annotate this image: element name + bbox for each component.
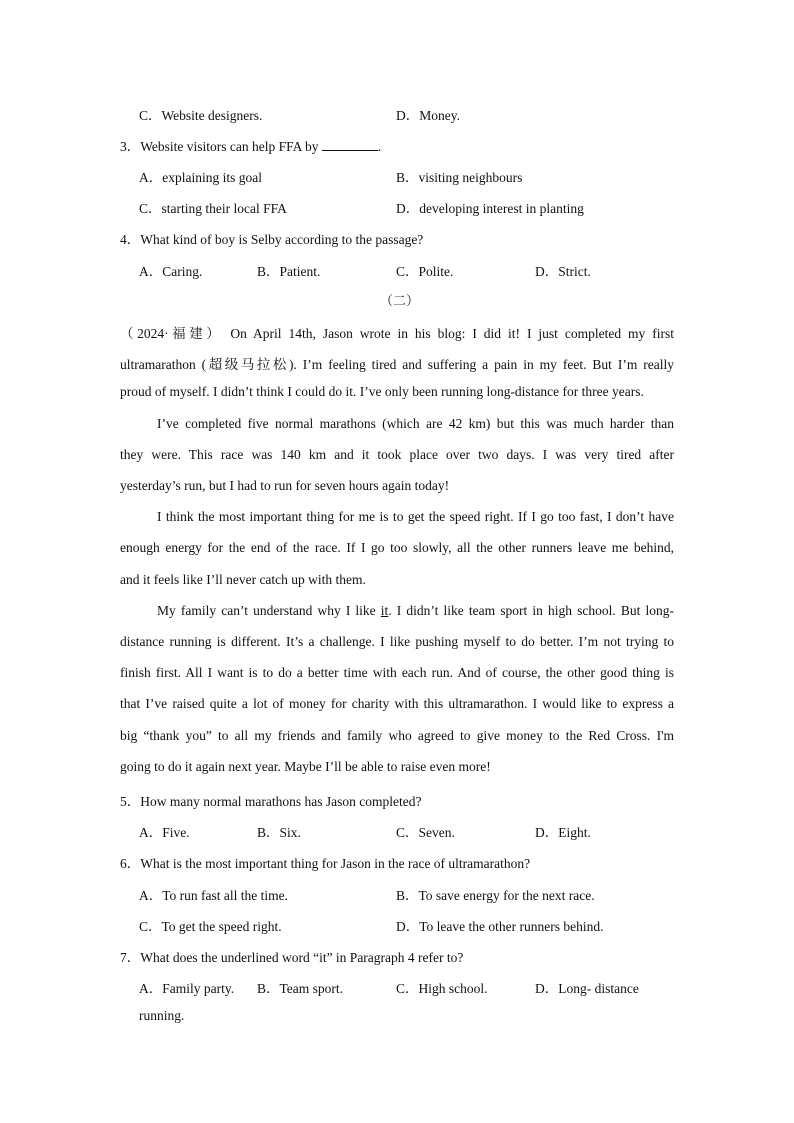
q7-option-d: D．Long- distance xyxy=(535,981,639,996)
underlined-word-it: it xyxy=(380,603,389,618)
q3-option-a: A．explaining its goal xyxy=(139,170,262,185)
q4-option-d: D．Strict. xyxy=(535,264,591,279)
q5-option-d: D．Eight. xyxy=(535,825,591,840)
passage-p3-line2: enough energy for the end of the race. If I go too slowly, all the other runners leave me behind, xyxy=(120,540,674,555)
q5-option-a: A．Five. xyxy=(139,825,190,840)
q3-option-c: C．starting their local FFA xyxy=(139,201,287,216)
q7-option-b: B．Team sport. xyxy=(257,981,344,996)
q6-option-a: A．To run fast all the time. xyxy=(139,888,289,903)
q3-option-b: B．visiting neighbours xyxy=(396,170,523,185)
passage-p3-line3: and it feels like I’ll never catch up with them. xyxy=(120,572,366,587)
q3-stem xyxy=(120,135,381,155)
q3-option-d: D．developing interest in planting xyxy=(396,201,584,216)
q6-option-b: B．To save energy for the next race. xyxy=(396,888,595,903)
q4-stem: 4．What kind of boy is Selby according to the passage? xyxy=(120,232,424,247)
q6-option-d: D．To leave the other runners behind. xyxy=(396,919,604,934)
q5-option-b: B．Six. xyxy=(257,825,301,840)
q4-option-b: B．Patient. xyxy=(257,264,321,279)
passage-p1-line3: proud of myself. I didn’t think I could do it. I’ve only been running long-distance for three years. xyxy=(120,384,644,399)
q4-option-a: A．Caring. xyxy=(139,264,203,279)
passage-p3-line1: I think the most important thing for me is to get the speed right. If I go too fast, I don’t have xyxy=(157,509,674,524)
passage-p4-line1-end: . I didn’t like team sport in high school. But long- xyxy=(388,603,674,618)
q6-option-c: C．To get the speed right. xyxy=(139,919,282,934)
q4-option-c: C．Polite. xyxy=(396,264,454,279)
passage-p4-line4: that I’ve raised quite a lot of money for charity with this ultramarathon. I would like to express a xyxy=(120,696,674,711)
q2-option-c: C．Website designers. xyxy=(139,108,263,123)
q5-stem: 5．How many normal marathons has Jason completed? xyxy=(120,794,422,809)
q3-answer-blank xyxy=(322,140,378,151)
passage-p4-line1-start: My family can’t understand why I like xyxy=(157,603,381,618)
q7-stem: 7．What does the underlined word “it” in Paragraph 4 refer to? xyxy=(120,950,464,965)
q6-stem: 6．What is the most important thing for Jason in the race of ultramarathon? xyxy=(120,856,531,871)
q5-option-c: C．Seven. xyxy=(396,825,455,840)
passage-p1-line2: ultramarathon (超级马拉松). I’m feeling tired and suffering a pain in my feet. But I’m really xyxy=(120,357,674,372)
passage-p4-line2: distance running is different. It’s a challenge. I like pushing myself to do better. I’m not trying to xyxy=(120,634,674,649)
passage-p4-line1 xyxy=(157,603,674,619)
passage-p2-line2: they were. This race was 140 km and it took place over two days. I was very tired after xyxy=(120,447,674,462)
q2-option-d: D．Money. xyxy=(396,108,460,123)
section-title: （二） xyxy=(380,294,420,309)
q3-stem-text: 3．Website visitors can help FFA by xyxy=(120,139,322,154)
passage-p4-line3: finish first. All I want is to do a better time with each run. And of course, the other good thing is xyxy=(120,665,674,680)
q7-option-d-continued: running. xyxy=(139,1008,185,1023)
passage-p1-line1: （2024·福建） On April 14th, Jason wrote in his blog: I did it! I just completed my first xyxy=(120,326,674,341)
passage-p2-line3: yesterday’s run, but I had to run for seven hours again today! xyxy=(120,478,450,493)
passage-p4-line5: big “thank you” to all my friends and family who agreed to give money to the Red Cross. I'm xyxy=(120,728,674,743)
q3-stem-end: . xyxy=(377,139,382,154)
passage-p2-line1: I’ve completed five normal marathons (which are 42 km) but this was much harder than xyxy=(157,416,674,431)
q7-option-c: C．High school. xyxy=(396,981,488,996)
passage-p4-line6: going to do it again next year. Maybe I’ll be able to raise even more! xyxy=(120,759,491,774)
q7-option-a: A．Family party. xyxy=(139,981,235,996)
